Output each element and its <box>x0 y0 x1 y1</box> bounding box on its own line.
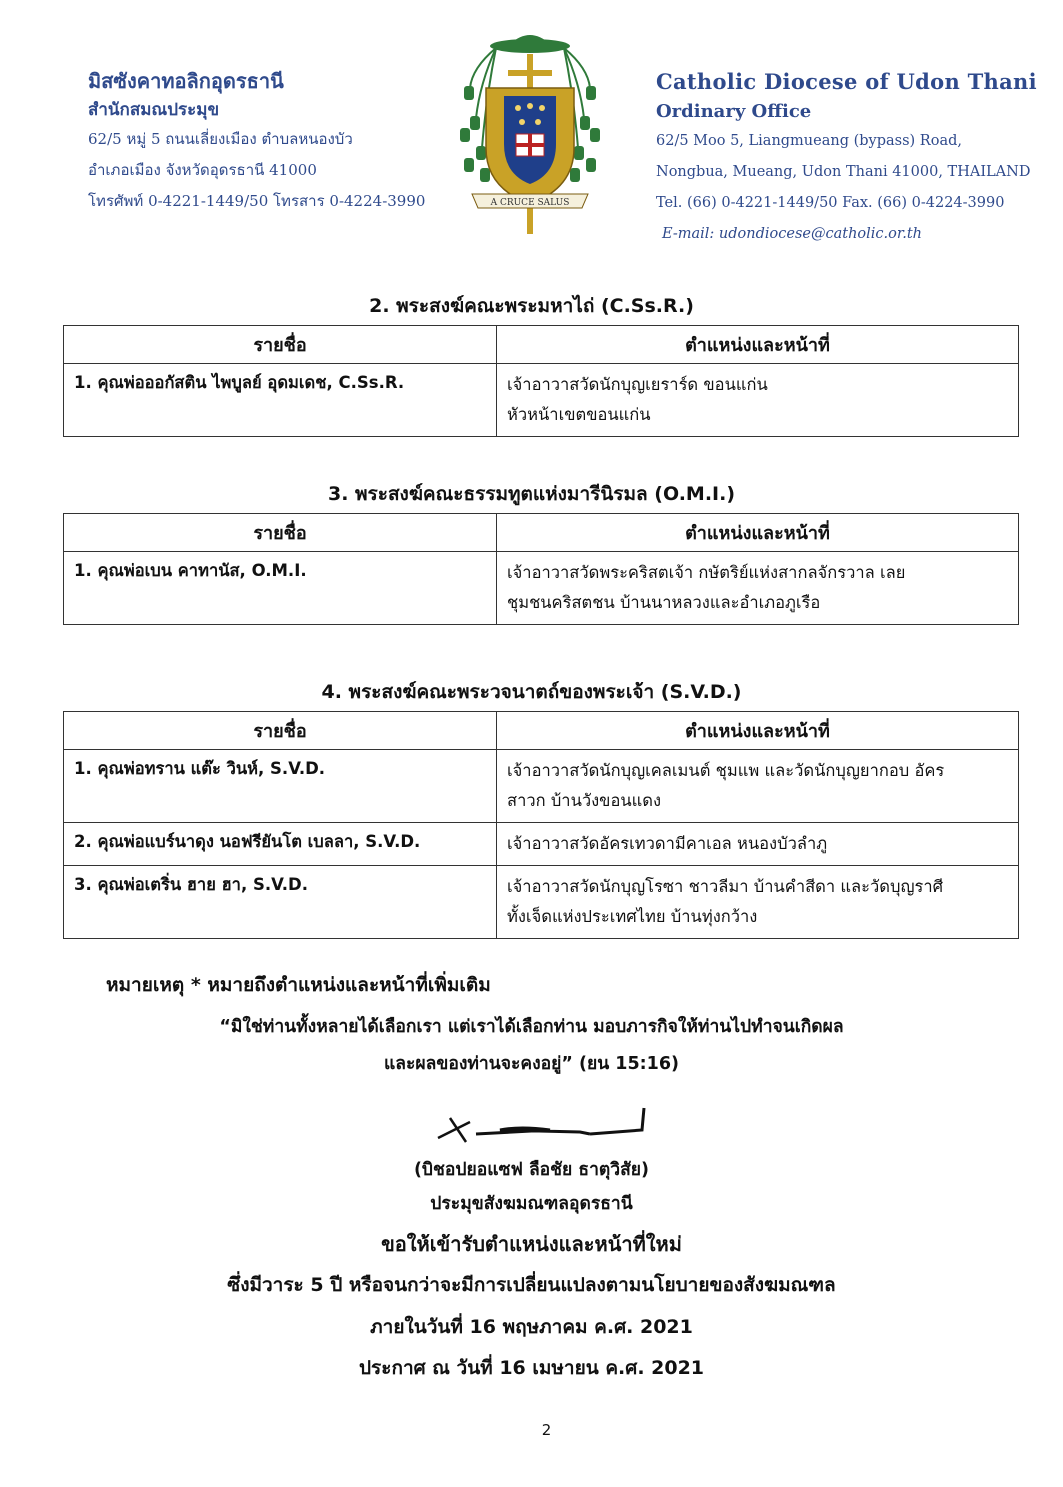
table-row <box>64 364 1019 437</box>
section-title-svd: 4. พระสงฆ์คณะพระวจนาตถ์ของพระเจ้า (S.V.D.) <box>321 681 742 703</box>
priest-name: 1. คุณพ่อทราน แต๊ะ วินห์, S.V.D. <box>64 750 497 823</box>
crest-motto: A CRUCE SALUS <box>490 198 570 208</box>
roster-table-omi <box>63 513 1019 625</box>
email-english: E-mail: udondiocese@catholic.or.th <box>662 226 922 242</box>
column-header-position: ตำแหน่งและหน้าที่ <box>497 712 1019 750</box>
address-line-1-thai: 62/5 หมู่ 5 ถนนเลี่ยงเมือง ตำบลหนองบัว <box>88 130 353 148</box>
priest-name: 1. คุณพ่อเบน คาทานัส, O.M.I. <box>64 552 497 625</box>
signer-title: ประมุขสังฆมณฑลอุดรธานี <box>430 1194 633 1214</box>
section-title-cssr: 2. พระสงฆ์คณะพระมหาไถ่ (C.Ss.R.) <box>369 295 694 317</box>
position-line: เจ้าอาวาสวัดพระคริสตเจ้า กษัตริย์แห่งสากลจักรวาล เลย <box>507 563 906 582</box>
column-header-position: ตำแหน่งและหน้าที่ <box>497 326 1019 364</box>
priest-position <box>497 866 1019 939</box>
scripture-quote-line-2: และผลของท่านจะคงอยู่” (ยน 15:16) <box>384 1054 679 1074</box>
column-header-name: รายชื่อ <box>64 514 497 552</box>
address-line-1-english: 62/5 Moo 5, Liangmueang (bypass) Road, <box>656 133 962 149</box>
table-row <box>64 552 1019 625</box>
priest-position <box>497 364 1019 437</box>
announcement-line-1: ขอให้เข้ารับตำแหน่งและหน้าที่ใหม่ <box>381 1232 682 1256</box>
column-header-name: รายชื่อ <box>64 712 497 750</box>
address-line-2-english: Nongbua, Mueang, Udon Thani 41000, THAILAND <box>656 164 1031 180</box>
scripture-quote-line-1: “มิใช่ท่านทั้งหลายได้เลือกเรา แต่เราได้เลือกท่าน มอบภารกิจให้ท่านไปทำจนเกิดผล <box>219 1017 844 1037</box>
position-line: เจ้าอาวาสวัดนักบุญเยราร์ด ขอนแก่น <box>507 375 768 394</box>
roster-table-svd <box>63 711 1019 939</box>
position-line: หัวหน้าเขตขอนแก่น <box>507 405 651 424</box>
page-number: 2 <box>541 1421 552 1439</box>
office-thai: สำนักสมณประมุข <box>88 100 220 120</box>
announcement-line-3: ภายในวันที่ 16 พฤษภาคม ค.ศ. 2021 <box>370 1316 693 1338</box>
org-name-thai: มิสซังคาทอลิกอุดรธานี <box>88 69 284 93</box>
announcement-line-4: ประกาศ ณ วันที่ 16 เมษายน ค.ศ. 2021 <box>358 1357 705 1379</box>
priest-position <box>497 750 1019 823</box>
position-line: เจ้าอาวาสวัดนักบุญเคลเมนต์ ชุมแพ และวัดนักบุญยากอบ อัคร <box>507 761 945 780</box>
announcement-line-2: ซึ่งมีวาระ 5 ปี หรือจนกว่าจะมีการเปลี่ยนแปลงตามนโยบายของสังฆมณฑล <box>227 1274 836 1296</box>
letterhead-thai <box>88 66 425 217</box>
footnote: หมายเหตุ * หมายถึงตำแหน่งและหน้าที่เพิ่มเติม <box>106 974 491 996</box>
org-name-english: Catholic Diocese of Udon Thani <box>656 69 1037 94</box>
signer-name: (บิชอปยอแซฟ ลือชัย ธาตุวิสัย) <box>413 1160 650 1180</box>
table-row <box>64 866 1019 939</box>
office-english: Ordinary Office <box>656 101 812 122</box>
phone-english: Tel. (66) 0-4221-1449/50 Fax. (66) 0-4224-3990 <box>656 195 1005 211</box>
phone-thai: โทรศัพท์ 0-4221-1449/50 โทรสาร 0-4224-3990 <box>88 192 426 210</box>
section-title-omi: 3. พระสงฆ์คณะธรรมทูตแห่งมารีนิรมล (O.M.I.) <box>327 483 736 505</box>
diocese-coat-of-arms <box>452 28 608 240</box>
priest-name: 3. คุณพ่อเตริ่น ฮาย ฮา, S.V.D. <box>64 866 497 939</box>
position-line: เจ้าอาวาสวัดอัครเทวดามีคาเอล หนองบัวลำภู <box>507 834 828 853</box>
address-line-2-thai: อำเภอเมือง จังหวัดอุดรธานี 41000 <box>88 161 317 179</box>
priest-name: 1. คุณพ่อออกัสติน ไพบูลย์ อุดมเดช, C.Ss.R. <box>64 364 497 437</box>
position-line: ทั้งเจ็ดแห่งประเทศไทย บ้านทุ่งกว้าง <box>507 907 758 926</box>
table-row <box>64 823 1019 866</box>
bishop-signature <box>430 1100 660 1150</box>
roster-table-cssr <box>63 325 1019 437</box>
priest-position <box>497 823 1019 866</box>
position-line: สาวก บ้านวังขอนแดง <box>507 791 662 810</box>
priest-name: 2. คุณพ่อแบร์นาดุง นอฟรียันโต เบลลา, S.V.D. <box>64 823 497 866</box>
priest-position <box>497 552 1019 625</box>
column-header-position: ตำแหน่งและหน้าที่ <box>497 514 1019 552</box>
letterhead-english <box>656 66 1037 250</box>
position-line: เจ้าอาวาสวัดนักบุญโรซา ชาวลีมา บ้านคำสีดา และวัดบุญราศี <box>507 877 944 896</box>
column-header-name: รายชื่อ <box>64 326 497 364</box>
position-line: ชุมชนคริสตชน บ้านนาหลวงและอำเภอภูเรือ <box>507 593 821 612</box>
table-row <box>64 750 1019 823</box>
